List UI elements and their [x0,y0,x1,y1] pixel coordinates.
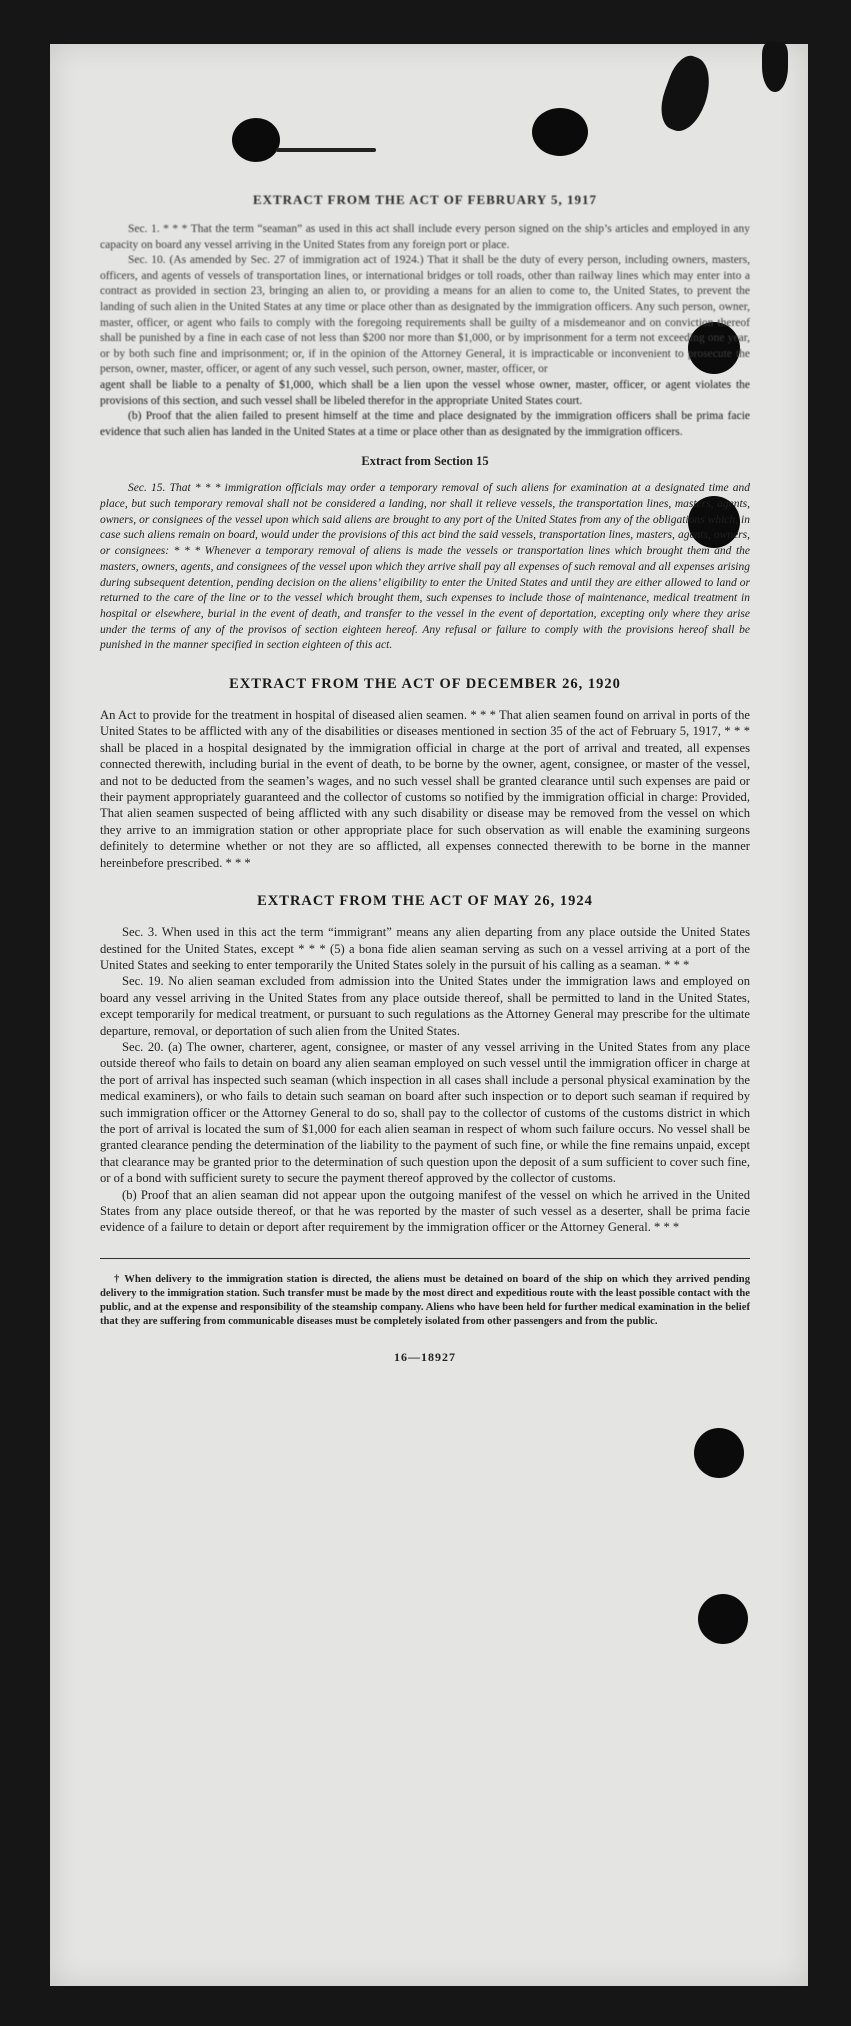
section-title-sec15: Extract from Section 15 [361,454,489,469]
punch-hole-right-3 [694,1428,744,1478]
punch-hole-top-center [532,108,588,156]
section-title-1924: EXTRACT FROM THE ACT OF MAY 26, 1924 [257,893,593,910]
document-body [100,188,750,1365]
paragraph-sec20b: (b) Proof that an alien seaman did not appear upon the outgoing manifest of the vessel on which he arrived in the United States from any place outside thereof, or that he was reported by the master of such vessel as a deserter, shall be prima facie evidence of a failure to detain or deport after requirement by the immigration officer or the Attorney General. * * * [100,1187,750,1235]
paragraph-1920: An Act to provide for the treatment in hospital of diseased alien seamen. * * * That alien seamen found on arrival in ports of the United States to be afflicted with any of the disabilities or diseases mentioned in section 35 of the act of February 5, 1917, * * * shall be placed in a hospital designated by the immigration official in charge at the port of arrival and treated, all expenses connected therewith, including burial in the event of death, to be borne by the owner, agent, consignee, or master of the vessel, and not to be deducted from the seamen’s wages, and no such vessel shall be granted clearance until such expenses are paid or their payment appropriately guaranteed and the collector of customs so notified by the immigration official in charge: Provided, That alien seamen suspected of being afflicted with any such disability or disease may be removed from the vessel on which they arrive to an immigration station or other appropriate place for such observation as will enable the examining surgeons definitely to determine whether or not they are so afflicted, all expenses connected therewith to be borne in the manner hereinbefore prescribed. * * * [100,708,750,870]
pen-mark [276,148,376,152]
footnote: † When delivery to the immigration station is directed, the aliens must be detained on board of the ship on which they arrived pending delivery to the immigration station. Such transfer must be made by the most direct and expeditious route with the least possible contact with the public, and at the expense and responsibility of the steamship company. Aliens who have been held for further medical examination in the belief that they are suffering from communicable diseases must be completely isolated from other passengers and from the public. [100,1273,750,1328]
paragraph-sec10: Sec. 10. (As amended by Sec. 27 of immigration act of 1924.) That it shall be the duty of every person, including owners, masters, officers, and agents of vessels of transportation lines, or international bridges or toll roads, other than railway lines which may enter into a contract as provided in section 23, bringing an alien to, or providing a means for an alien to come to, the United States, to prevent the landing of such alien in the United States at any time or place other than as designated by the immigration officers. Any such person, owner, master, officer, or agent who fails to comply with the foregoing requirements shall be guilty of a misdemeanor and on conviction thereof shall be punished by a fine in each case of not less than $200 nor more than $1,000, or by imprisonment for a term not exceeding one year, or by both such fine and imprisonment; or, if in the opinion of the Attorney General, it is impracticable or inconvenient to prosecute the person, owner, master, officer, or agent of any such vessel, such person, owner, master, officer, or [100,254,750,376]
corner-tear [762,42,788,92]
punch-hole-top-left [232,118,280,162]
paragraph-sec20a: Sec. 20. (a) The owner, charterer, agent, consignee, or master of any vessel arriving in the United States from any place outside thereof who fails to detain on board any alien seaman employed on such vessel until the immigration officer in charge at the port of arrival has inspected such seaman (which inspection in all cases shall include a personal physical examination by the medical examiners), or who fails to detain such seaman on board after such inspection or to deport such seaman if required by such immigration officer or the Attorney General to do so, shall pay to the collector of customs of the customs district in which the port of arrival is located the sum of $1,000 for each alien seaman in respect of whom such failure occurs. No vessel shall be granted clearance pending the determination of the liability to the payment of such fine, or while the fine remains unpaid, except that clearance may be granted prior to the determination of such question upon the deposit of a sum sufficient to cover such fine, or of a bond with sufficient surety to secure the payment thereof approved by the collector of customs. [100,1039,750,1186]
paragraph-sec1: Sec. 1. * * * That the term “seaman” as used in this act shall include every person signed on the ship’s articles and employed in any capacity on board any vessel arriving in the United States from any foreign port or place. [100,223,750,251]
section-title-1917: EXTRACT FROM THE ACT OF FEBRUARY 5, 1917 [252,192,598,207]
paragraph-sec19: Sec. 19. No alien seaman excluded from admission into the United States under the immigration laws and employed on board any vessel arriving in the United States from any place outside thereof, shall be permitted to land in the United States, except temporarily for medical treatment, or pursuant to such regulations as the Attorney General may prescribe for the ultimate departure, removal, or deportation of such alien from the United States. [100,974,750,1038]
paragraph-sec15: Sec. 15. That * * * immigration officials may order a temporary removal of such aliens for examination at a designated time and place, but such temporary removal shall not be considered a landing, nor shall it relieve vessels, the transportation lines, masters, agents, owners, or consignees of the vessel upon which said aliens are brought to any port of the United States from any of the obligations which, in case such aliens remain on board, would under the provisions of this act bind the said vessels, transportation lines, masters, agents, owners, or consignees: * * * Whenever a temporary removal of aliens is made the vessels or transportation lines which brought them and the masters, owners, agents, and consignees of the vessel upon which they arrive shall pay all expenses of such removal and all expenses arising during subsequent detention, pending decision on the aliens’ eligibility to enter the United States and until they are either allowed to land or returned to the care of the line or to the vessel which brought them, such expenses to include those of maintenance, medical treatment in hospital or elsewhere, burial in the event of death, and transfer to the vessel in the event of deportation, excepting only where they arise under the terms of any of the provisos of section eighteen hereof. Any refusal or failure to comply with the provisions hereof shall be punished in the manner specified in section eighteen of this act. [100,482,750,652]
paragraph-sec3: Sec. 3. When used in this act the term “immigrant” means any alien departing from any place outside the United States destined for the United States, except * * * (5) a bona fide alien seaman serving as such on a vessel arriving at a port of the United States and seeking to enter temporarily the United States solely in the pursuit of his calling as a seaman. * * * [100,925,750,972]
footnote-divider [100,1258,750,1259]
paragraph-sec10-cont: agent shall be liable to a penalty of $1,000, which shall be a lien upon the vessel whose owner, master, officer, or agent violates the provisions of this section, and such vessel shall be libeled therefor in the appropriate United States court. [100,378,750,407]
paragraph-sec10b: (b) Proof that the alien failed to present himself at the time and place designated by the immigration officers shall be prima facie evidence that such alien has landed in the United States at a time or place other than as designated by the immigration officers. [100,410,750,438]
section-title-1920: EXTRACT FROM THE ACT OF DECEMBER 26, 1920 [229,676,621,693]
punch-hole-right-4 [698,1594,748,1644]
page-number: 16—18927 [394,1349,456,1364]
